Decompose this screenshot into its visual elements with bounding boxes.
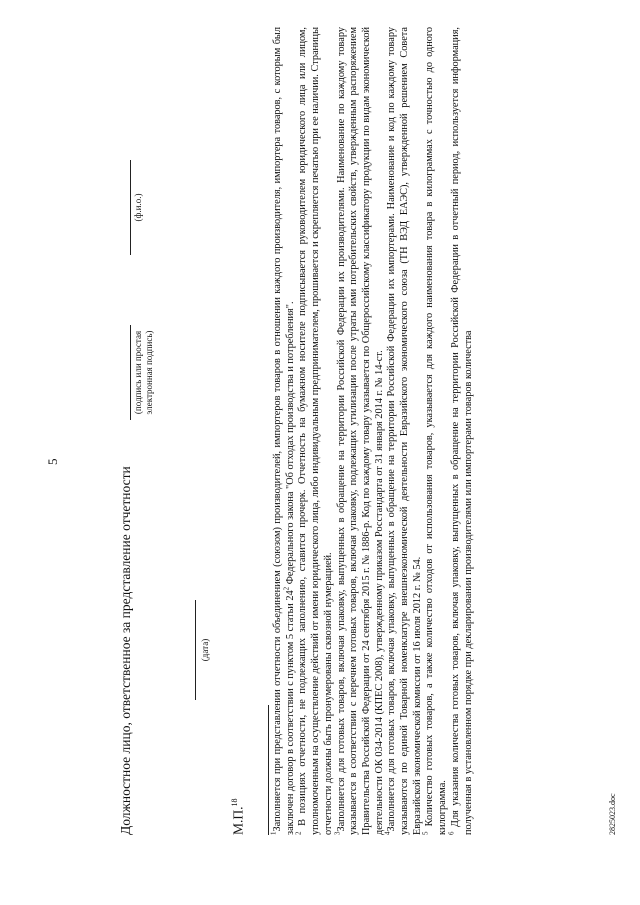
name-caption: (ф.и.о.)	[133, 193, 143, 222]
footnote-number: 2	[294, 831, 303, 835]
footnote-text: В позициях отчетности, не подлежащих заполнению, ставится прочерк. Отчетность на бумажном носителе подписывается руководителем юридического лица или лицом, уполномоченным на осуществление действий от имени юридического лица, либо индивидуальным предпринимателем, прошивается и скрепляется печатью при ее наличии. Страницы отчетности должны быть пронумерованы сквозной нумерацией.	[297, 26, 334, 835]
footnote-number: 3	[333, 831, 342, 835]
signature-caption: (подпись или простая электронная подпись)	[133, 330, 154, 415]
footnote-1	[269, 27, 297, 835]
footnote-text: Для указания количества готовых товаров, включая упаковку, выпущенных в обращение на территории Российской Федерации в отчетный период, используется информация, полученная в установленном порядке при декларировании производителями или импортерами товаров количества	[449, 26, 474, 835]
footnote-separator	[268, 705, 269, 835]
footnote-number: 5	[422, 831, 431, 835]
footnote-text: Заполняется для готовых товаров, включая упаковку, выпущенных в обращение на территории Российской Федерации их производителями. Наименование по каждому товару указывается в соответствии с перечнем готовых товаров, включая упаковку, подлежащих утилизации после утраты ими потребительских свойств, утвержденным распоряжением Правительства Российской Федерации от 24 сентября 2015 г. № 1886-р. Код по каждому товару указывается по Общероссийскому классификатору продукции по видам экономической деятельности ОК 034-2014 (КПЕС 2008), утвержденному приказом Росстандарта от 31 января 2014 г. № 14-ст.	[335, 27, 385, 835]
footnote-text-continued: Федерального закона "Об отходах производства и потребления".	[284, 301, 296, 587]
footnote-text: Количество готовых товаров, а также количество отходов от использования товаров, указывается для каждого наименования товара в килограммах с точностью до одного килограмма.	[424, 26, 449, 835]
name-line	[130, 160, 131, 255]
footnote-3	[333, 27, 387, 835]
footnote-6	[447, 26, 475, 835]
footnote-inline-ref: 2	[282, 586, 291, 591]
stamp-label: М.П.	[230, 806, 246, 835]
stamp-footnote-ref: 18	[230, 798, 239, 807]
signature-line	[130, 325, 131, 420]
footnote-4	[383, 27, 424, 835]
responsible-person-label: Должностное лицо, ответственное за представление отчетности	[118, 466, 133, 835]
footnote-text: Заполняется для готовых товаров, включая упаковку, выпущенных в обращение на территории Российской Федерации их импортерами. Наименование и код по каждому товару указываются по единой Товарной номенклатуре внешнеэкономической деятельности Евразийского экономического союза (ТН ВЭД ЕАЭС), утвержденной решением Совета Евразийской экономической комиссии от 16 июля 2012 г. № 54.	[386, 27, 423, 835]
footnote-text: Заполняется при представлении отчетности объединением (союзом) производителей, импортеров товаров в отношении каждого производителя, импортера товаров, с которым был заключен договор в соответствии с пунктом 5 статьи 24	[272, 27, 296, 835]
footnote-number: 6	[447, 831, 456, 835]
date-line	[195, 600, 196, 700]
document-filename: 2825023.doc	[608, 793, 617, 835]
footnote-2	[294, 26, 335, 835]
footnote-5	[424, 27, 449, 835]
footnote-number: 1	[269, 831, 278, 835]
date-caption: (дата)	[200, 638, 210, 662]
footnotes	[269, 26, 475, 835]
footnote-number: 4	[383, 831, 392, 835]
page-number: 5	[45, 458, 60, 465]
stamp-placeholder	[230, 798, 247, 835]
